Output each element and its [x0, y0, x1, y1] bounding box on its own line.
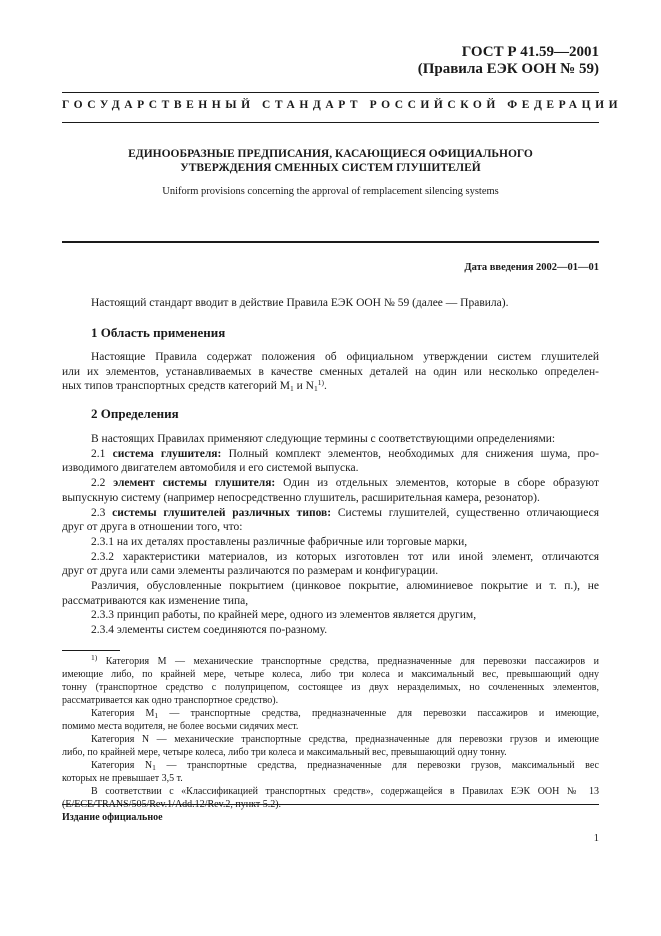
- footnote-line: рассматривается как одно транспортное средство).: [62, 695, 279, 706]
- section-1-line: или их элементов, устанавливаемых в качестве сменных деталей на один или несколько определен-: [62, 365, 599, 378]
- section-1-line: ных типов транспортных средств категорий $M_1$ и $N_1^{1)}$.: [62, 378, 327, 394]
- footnote-line: либо, по крайней мере, четыре колеса, либо три колеса и максимальный вес, превышающий одну тонну.: [62, 747, 507, 758]
- footnote-line: (E/ECE/TRANS/505/Rev.1/Add.12/Rev.2, пункт 5.2).: [62, 799, 282, 810]
- footnote-line: помимо места водителя, не более восьми сидячих мест.: [62, 721, 299, 732]
- definition-2-3-3: 2.3.3 принцип работы, по крайней мере, одного из элементов является другим,: [91, 609, 477, 622]
- top-divider: [62, 92, 599, 93]
- footnote-line: имеющие либо, по крайней мере, четыре колеса, либо три колеса и максимальный вес, превышающий одну: [62, 669, 599, 680]
- definition-2-3-2-cont: друг от друга или сами элементы различаются по размерам и конфигурации.: [62, 565, 439, 578]
- footnote-divider: [62, 650, 120, 651]
- footnote-line: Категория $N_1$ — транспортные средства, предназначенные для перевозки грузов, максимальный вес: [91, 760, 599, 772]
- footer-divider: [62, 804, 599, 805]
- document-title: [62, 147, 599, 175]
- footnote-line: В соответствии с «Классификацией транспортных средств», содержащейся в Правилах ЕЭК ООН № 13: [91, 786, 599, 797]
- title-line-2: УТВЕРЖДЕНИЯ СМЕННЫХ СИСТЕМ ГЛУШИТЕЛЕЙ: [180, 162, 481, 174]
- gost-number: ГОСТ Р 41.59—2001: [461, 44, 599, 60]
- definition-2-3-1: 2.3.1 на их деталях проставлены различные фабричные или торговые марки,: [91, 535, 468, 548]
- definition-2-2-cont: выпускную систему (например непосредственно глушитель, расширительная камера, резонатор).: [62, 491, 540, 504]
- intro-paragraph: [62, 296, 599, 311]
- footnote-line: Категория $M_1$ — транспортные средства, предназначенные для перевозки пассажиров и имеющие,: [91, 708, 599, 720]
- page-number: 1: [593, 833, 599, 844]
- defined-term: система глушителя:: [112, 447, 222, 460]
- section-1-body: [62, 350, 599, 394]
- section-2-heading: 2 Определения: [91, 406, 179, 421]
- footnote-mark: 1): [91, 653, 98, 662]
- state-standard-title: ГОСУДАРСТВЕННЫЙ СТАНДАРТ РОССИЙСКОЙ ФЕДЕРАЦИИ: [62, 99, 623, 111]
- definition-2-1: 2.1 система глушителя: Полный комплект элементов, необходимых для снижения шума, про-: [91, 447, 599, 460]
- document-header: [418, 44, 599, 78]
- footnote-line: которых не превышает 3,5 т.: [62, 773, 183, 784]
- title-line-1: ЕДИНООБРАЗНЫЕ ПРЕДПИСАНИЯ, КАСАЮЩИЕСЯ ОФИЦИАЛЬНОГО: [128, 148, 533, 160]
- intro-text: Настоящий стандарт вводит в действие Правила ЕЭК ООН № 59 (далее — Правила).: [91, 297, 509, 309]
- footnotes: [62, 655, 599, 811]
- definition-2-2: 2.2 элемент системы глушителя: Один из отдельных элементов, которые в сборе образуют: [91, 477, 599, 490]
- defined-term: системы глушителей различных типов:: [112, 506, 332, 519]
- coating-note: Различия, обусловленные покрытием (цинковое покрытие, алюминиевое покрытие и т. п.), не: [91, 580, 599, 593]
- ece-rules-number: (Правила ЕЭК ООН № 59): [417, 61, 599, 77]
- section-2-body: [62, 432, 599, 638]
- definition-2-1-cont: изводимого двигателем автомобиля и его системой выпуска.: [62, 462, 359, 475]
- definition-2-3-4: 2.3.4 элементы систем соединяются по-разному.: [91, 624, 328, 637]
- introduction-date: Дата введения 2002—01—01: [464, 262, 599, 273]
- definition-2-3-cont: друг от друга в отношении того, что:: [62, 521, 243, 534]
- definitions-intro: В настоящих Правилах применяют следующие термины с соответствующими определениями:: [91, 433, 556, 445]
- english-title: Uniform provisions concerning the approval of remplacement silencing systems: [162, 186, 499, 197]
- defined-term: элемент системы глушителя:: [113, 477, 276, 490]
- official-edition-label: Издание официальное: [62, 812, 163, 823]
- section-1-heading: 1 Область применения: [91, 325, 226, 340]
- definition-2-3: 2.3 системы глушителей различных типов: Системы глушителей, существенно отличающиеся: [91, 506, 599, 519]
- coating-note-cont: рассматриваются как изменение типа,: [62, 594, 249, 607]
- footnote-line: $^{1)}$ Категория M — механические транспортные средства, предназначенные для перевозки пассажиров и: [91, 653, 599, 667]
- definition-2-3-2: 2.3.2 характеристики материалов, из которых изготовлен тот или иной элемент, отличаются: [91, 550, 599, 563]
- title-divider: [62, 241, 599, 243]
- footnote-line: тонну (транспортное средство с полуприцепом, состоящее из двух неразделимых, но сочлененных элементов,: [62, 682, 599, 693]
- section-1-line: Настоящие Правила содержат положения об официальном утверждении систем глушителей: [91, 351, 599, 363]
- footnote-line: Категория N — механические транспортные средства, предназначенные для перевозки грузов и имеющие: [91, 734, 599, 745]
- footnote-ref: 1): [317, 378, 324, 388]
- state-standard-divider: [62, 122, 599, 123]
